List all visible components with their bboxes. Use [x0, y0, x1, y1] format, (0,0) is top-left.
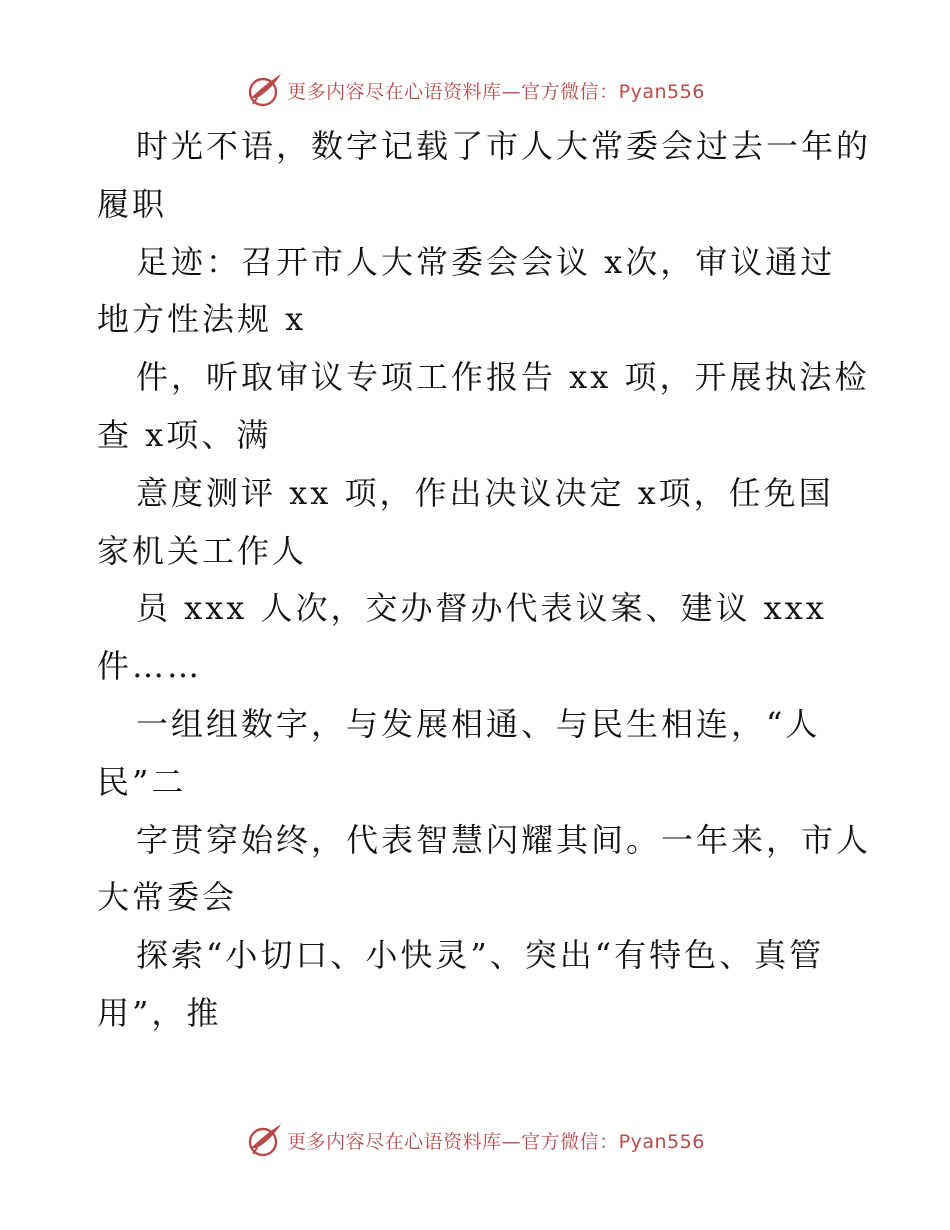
- text-line: 查 x项、满: [97, 415, 272, 454]
- text-line: 履职: [97, 184, 168, 223]
- header-watermark: [0, 68, 950, 112]
- text-line: 探索“小切口、小快灵”、突出“有特色、真管: [136, 936, 825, 975]
- text-line: 民”二: [97, 762, 187, 801]
- document-body: [97, 118, 872, 1043]
- text-line: 件，听取审议专项工作报告 xx 项，开展执法检: [136, 358, 870, 397]
- text-line: 一组组数字，与发展相通、与民生相连，“人: [136, 704, 821, 743]
- text-line: 时光不语，数字记载了市人大常委会过去一年的: [136, 127, 872, 165]
- text-line: 意度测评 xx 项，作出决议决定 x项，任免国: [136, 473, 834, 512]
- text-line: 字贯穿始终，代表智慧闪耀其间。一年来，市人: [136, 820, 872, 859]
- text-line: 家机关工作人: [97, 531, 308, 570]
- text-line: 件……: [97, 647, 203, 686]
- text-line: 足迹：召开市人大常委会会议 x次，审议通过: [136, 242, 836, 281]
- feather-pen-seal-icon: [245, 1120, 285, 1160]
- watermark-text: 更多内容尽在心语资料库—官方微信：Pyan556: [287, 1130, 705, 1153]
- text-line: 大常委会: [97, 878, 238, 917]
- footer-watermark: [0, 1118, 950, 1162]
- feather-pen-seal-icon: [245, 70, 285, 110]
- text-line: 地方性法规 x: [97, 300, 307, 339]
- watermark-text: 更多内容尽在心语资料库—官方微信：Pyan556: [287, 80, 705, 103]
- text-line: 用”，推: [97, 993, 222, 1032]
- text-line: 员 xxx 人次，交办督办代表议案、建议 xxx: [136, 589, 827, 628]
